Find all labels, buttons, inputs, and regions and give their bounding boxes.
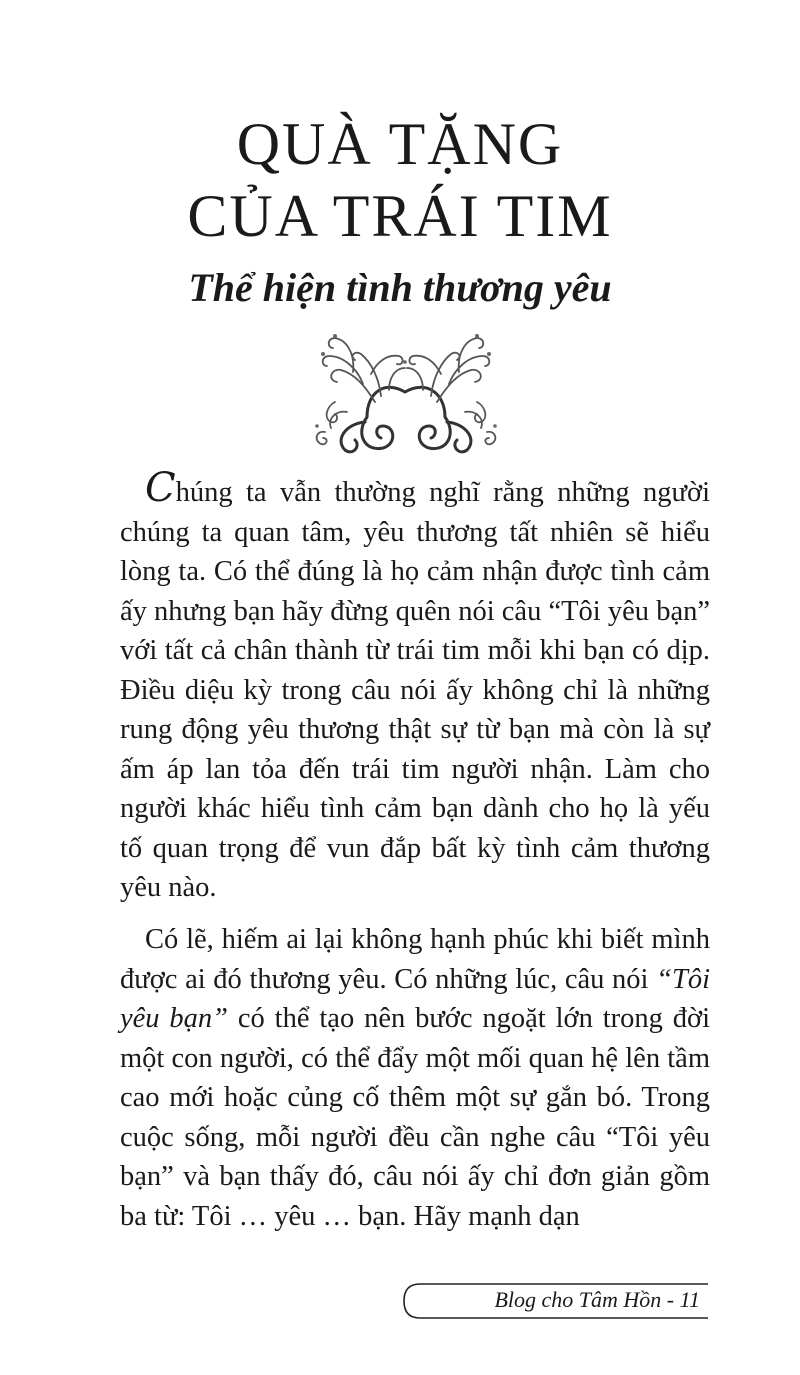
paragraph-1	[120, 465, 710, 908]
swirl-ornament-icon	[305, 322, 510, 462]
footer-text: Blog cho Tâm Hồn - 11	[494, 1287, 700, 1312]
paragraph-2-text-end: có thể tạo nên bước ngoặt lớn trong đời một con người, có thể đẩy một mối quan hệ lên tầm cao mới hoặc củng cố thêm một sự gắn bó. Trong cuộc sống, mỗi người đều cần nghe câu “Tôi yêu bạn” và bạn thấy đó, câu nói ấy chỉ đơn giản gồm ba từ: Tôi … yêu … bạn. Hãy mạnh dạn	[120, 1003, 710, 1232]
paragraph-2-text-start: Có lẽ, hiếm ai lại không hạnh phúc khi biết mình được ai đó thương yêu. Có những lúc, câu nói	[120, 924, 710, 995]
paragraph-2	[120, 920, 710, 1236]
chapter-subtitle: Thể hiện tình thương yêu	[188, 265, 612, 310]
paragraph-2-italic-quote: “Tôi yêu bạn”	[120, 963, 710, 1034]
paragraph-1-text: húng ta vẫn thường nghĩ rằng những người chúng ta quan tâm, yêu thương tất nhiên sẽ hiểu lòng ta. Có thể đúng là họ cảm nhận được tình cảm ấy nhưng bạn hãy đừng quên nói câu “Tôi yêu bạn” với tất cả chân thành từ trái tim mỗi khi bạn có dịp. Điều diệu kỳ trong câu nói ấy không chỉ là những rung động yêu thương thật sự từ bạn mà còn là sự ấm áp lan tỏa đến trái tim người nhận. Làm cho người khác hiểu tình cảm bạn dành cho họ là yếu tố quan trọng để vun đắp bất kỳ tình cảm thương yêu nào.	[120, 477, 710, 903]
drop-cap: C	[145, 465, 176, 511]
chapter-title-line-2: CỦA TRÁI TIM	[187, 183, 613, 249]
chapter-title-line-1: QUÀ TẶNG	[236, 111, 564, 177]
page-footer	[402, 1282, 708, 1320]
